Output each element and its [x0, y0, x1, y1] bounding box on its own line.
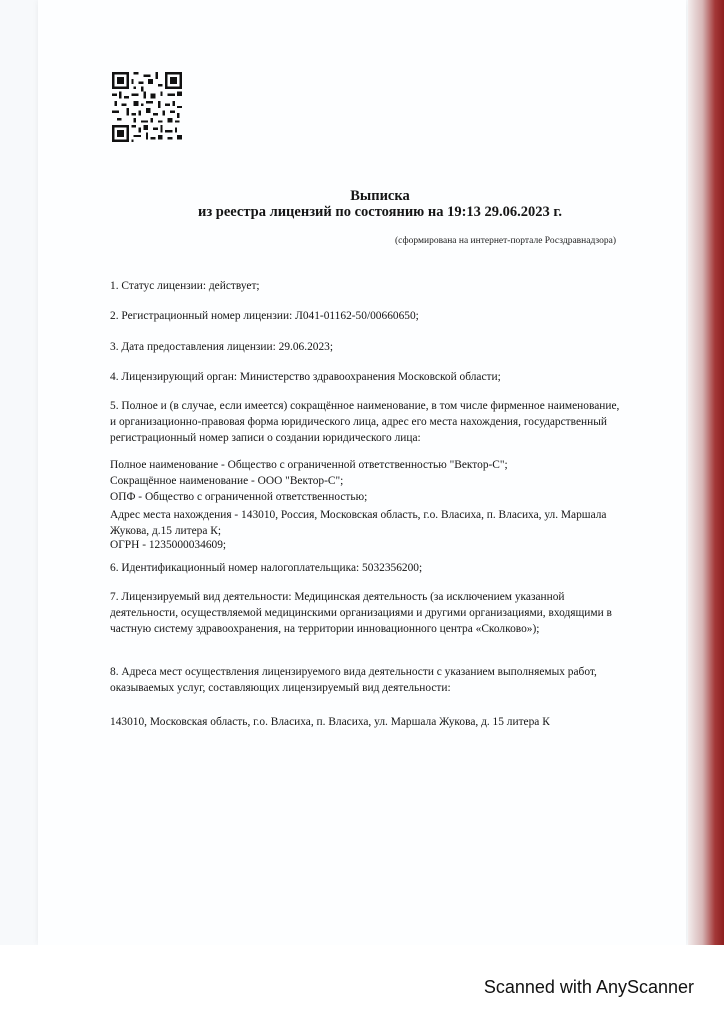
item-activity-addresses: 8. Адреса мест осуществления лицензируемого вида деятельности с указанием выполняемых работ, оказываемых услуг, составляющих лицензируемый вид деятельности:: [110, 666, 597, 694]
entity-opf: ОПФ - Общество с ограниченной ответственностью;: [110, 491, 368, 503]
item-entity-description: 5. Полное и (в случае, если имеется) сокращённое наименование, в том числе фирменное наименование, и организационно-правовая форма юридического лица, адрес его места нахождения, государственный регистрационный номер записи о создании юридического лица:: [110, 400, 620, 444]
entity-full-name: Полное наименование - Общество с ограниченной ответственностью "Вектор-С";: [110, 459, 508, 471]
scanner-watermark: Scanned with AnyScanner: [483, 977, 694, 997]
document-title: Выписка: [350, 188, 410, 204]
item-license-status: 1. Статус лицензии: действует;: [110, 280, 260, 292]
item-registration-number: 2. Регистрационный номер лицензии: Л041-01162-50/00660650;: [110, 310, 419, 322]
item-tax-id: 6. Идентификационный номер налогоплательщика: 5032356200;: [110, 562, 423, 574]
item-licensed-activity: 7. Лицензируемый вид деятельности: Медицинская деятельность (за исключением указанной деятельности, осуществляемой медицинскими организациями и другими организациями, входящими в частную систему здравоохранения, на территории инновационного центра «Сколково»);: [110, 591, 612, 635]
source-note: (сформирована на интернет-портале Росздравнадзора): [395, 236, 616, 246]
item-license-date: 3. Дата предоставления лицензии: 29.06.2023;: [110, 341, 334, 353]
entity-short-name: Сокращённое наименование - ООО "Вектор-С";: [110, 475, 344, 487]
entity-ogrn: ОГРН - 1235000034609;: [110, 539, 227, 551]
scan-edge: [688, 0, 724, 945]
item-licensing-authority: 4. Лицензирующий орган: Министерство здравоохранения Московской области;: [110, 371, 501, 383]
document-subtitle: из реестра лицензий по состоянию на 19:13 29.06.2023 г.: [197, 204, 563, 220]
qr-code: [112, 72, 182, 142]
activity-address: 143010, Московская область, г.о. Власиха, п. Власиха, ул. Маршала Жукова, д. 15 литера К: [110, 716, 550, 728]
entity-address: Адрес места нахождения - 143010, Россия, Московская область, г.о. Власиха, п. Власиха, ул. Маршала Жукова, д.15 литера К;: [110, 509, 607, 537]
